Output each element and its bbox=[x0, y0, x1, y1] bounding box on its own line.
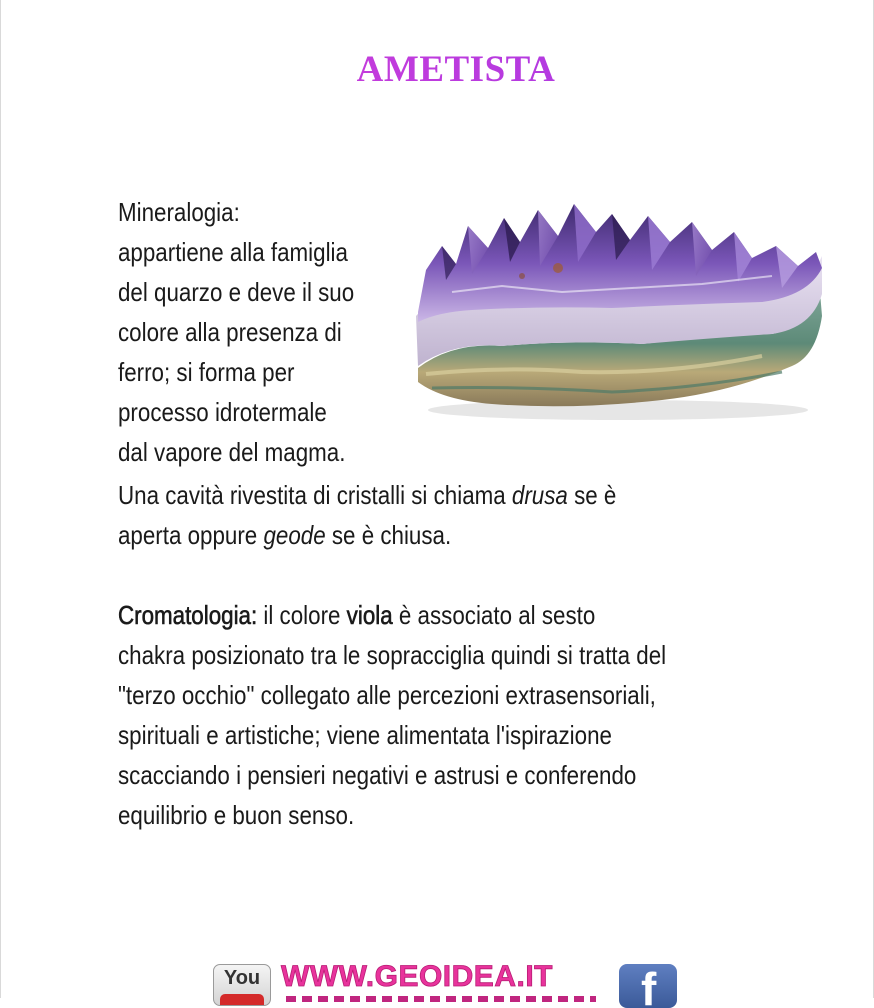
mineralogy-line: dal vapore del magma. bbox=[118, 437, 346, 467]
drusa-paragraph bbox=[118, 475, 754, 555]
mineralogy-line: appartiene alla famiglia bbox=[118, 237, 348, 267]
amethyst-stone-image bbox=[412, 196, 824, 428]
site-link[interactable]: WWW.GEOIDEA.IT bbox=[281, 960, 553, 993]
geode-text: se è chiusa. bbox=[325, 520, 452, 550]
cromatologia-first-line bbox=[118, 595, 789, 635]
facebook-label: f bbox=[641, 964, 657, 1008]
drusa-text: Una cavità rivestita di cristalli si chiama bbox=[118, 480, 512, 510]
geode-line bbox=[118, 515, 754, 555]
geode-term: geode bbox=[263, 520, 326, 550]
cromatologia-section bbox=[118, 595, 789, 835]
drusa-text: se è bbox=[567, 480, 617, 510]
mineralogy-line: ferro; si forma per bbox=[118, 357, 295, 387]
color-word: viola bbox=[346, 600, 393, 630]
drusa-line bbox=[118, 475, 754, 515]
cromatologia-line: chakra posizionato tra le sopracciglia quindi si tratta del bbox=[118, 640, 667, 670]
drusa-term: drusa bbox=[511, 480, 568, 510]
cromatologia-line: scacciando i pensieri negativi e astrusi e conferendo bbox=[118, 760, 637, 790]
cromatologia-heading: Cromatologia: bbox=[118, 600, 258, 630]
mineralogy-heading: Mineralogia: bbox=[118, 197, 240, 227]
mineralogy-line: processo idrotermale bbox=[118, 397, 327, 427]
cromatologia-line: spirituali e artistiche; viene alimentata l'ispirazione bbox=[118, 720, 612, 750]
site-subtitle-fragment bbox=[286, 996, 596, 1002]
footer bbox=[0, 958, 874, 1008]
youtube-tube-badge bbox=[220, 994, 264, 1006]
facebook-icon[interactable] bbox=[619, 964, 677, 1008]
page-title: AMETISTA bbox=[0, 48, 874, 91]
cromatologia-line: equilibrio e buon senso. bbox=[118, 800, 355, 830]
cromatologia-text: il colore bbox=[257, 600, 347, 630]
mineralogy-line: del quarzo e deve il suo bbox=[118, 277, 355, 307]
mineralogy-section bbox=[118, 192, 402, 472]
cromatologia-line: "terzo occhio" collegato alle percezioni extrasensoriali, bbox=[118, 680, 656, 710]
cromatologia-text: è associato al sesto bbox=[392, 600, 596, 630]
youtube-label: You bbox=[223, 967, 261, 989]
mineralogy-line: colore alla presenza di bbox=[118, 317, 342, 347]
geode-text: aperta oppure bbox=[118, 520, 264, 550]
